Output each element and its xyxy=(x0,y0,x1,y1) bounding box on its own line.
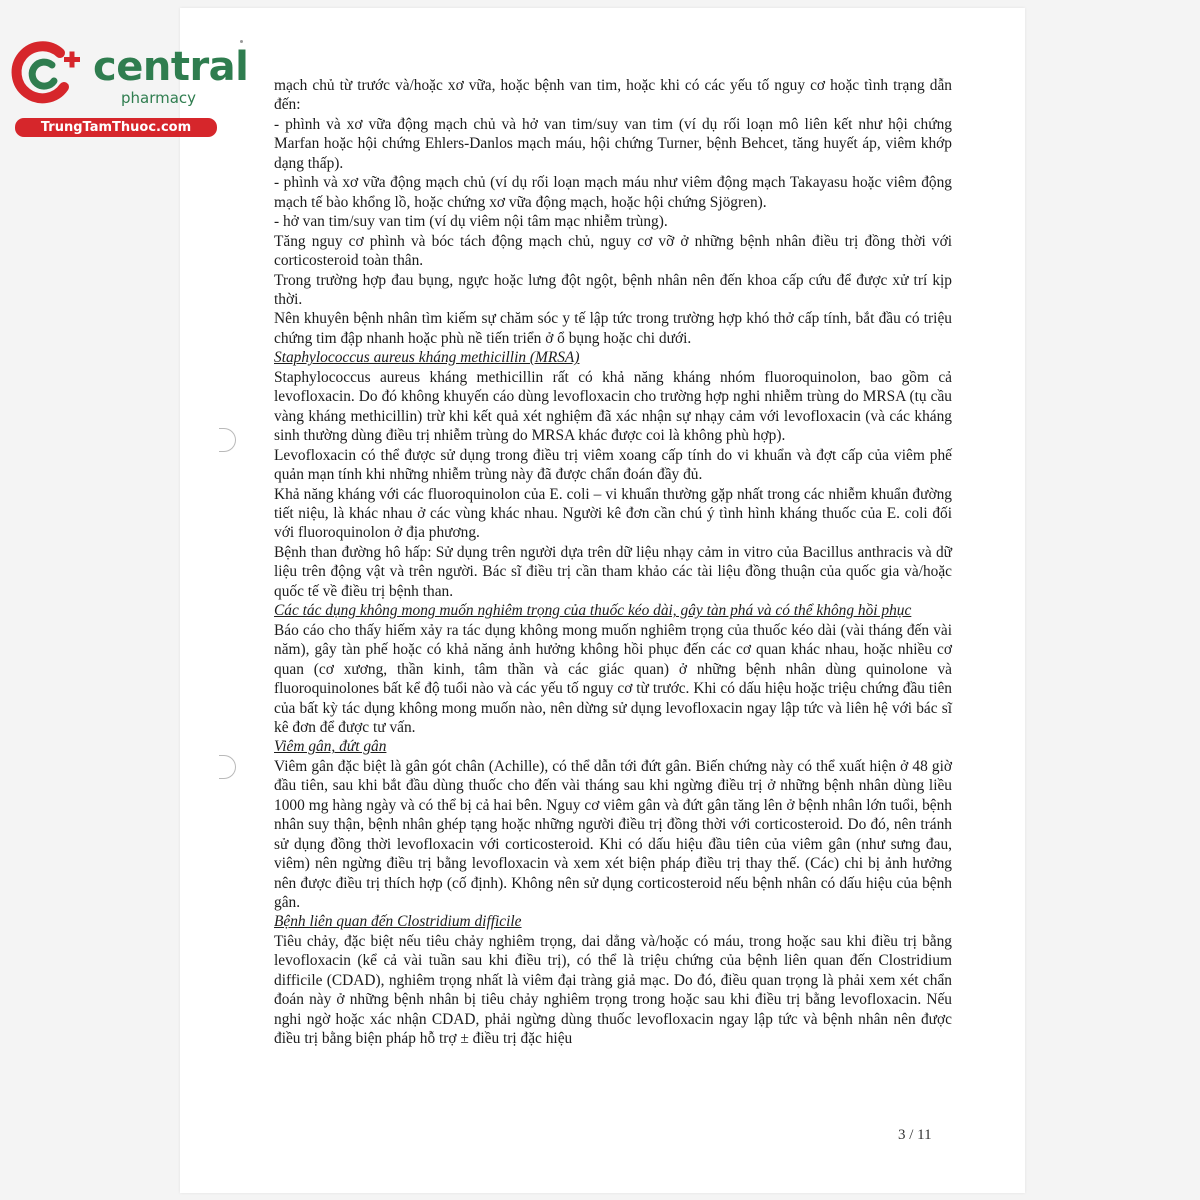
brand-url-bar: TrungTamThuoc.com xyxy=(15,118,217,137)
section-heading-clostridium: Bệnh liên quan đến Clostridium difficile xyxy=(274,913,522,931)
paragraph: - phình và xơ vữa động mạch chủ (ví dụ rối loạn mạch máu như viêm động mạch Takayasu hoặc viêm động mạch tế bào khổng lồ, hoặc chứng xơ vữa động mạch, hoặc hội chứng Sjögren). xyxy=(274,174,952,211)
brand-subtitle: pharmacy xyxy=(121,89,197,107)
section-heading-tendinitis: Viêm gân, đứt gân xyxy=(274,738,387,756)
document-body xyxy=(274,76,952,1049)
paragraph: Viêm gân đặc biệt là gân gót chân (Achille), có thể dẫn tới đứt gân. Biến chứng này có thể xuất hiện ở 48 giờ đầu tiên, sau khi bắt đầu dùng thuốc cho đến vài tháng sau khi ngừng điều trị ở những bệnh nhân dùng liều 1000 mg hàng ngày và có thể bị cả hai bên. Nguy cơ viêm gân và đứt gân tăng lên ở bệnh nhân lớn tuổi, bệnh nhân suy thận, bệnh nhân ghép tạng hoặc những người điều trị đồng thời với corticosteroid. Do đó, nên tránh sử dụng đồng thời levofloxacin với corticosteroid. Khi có dấu hiệu đầu tiên của viêm gân (như sưng đau, viêm) nên ngừng điều trị bằng levofloxacin và xem xét biện pháp điều trị thay thế. (Các) chi bị ảnh hưởng nên được điều trị thích hợp (cố định). Không nên sử dụng corticosteroid nếu bệnh nhân có dấu hiệu của bệnh gân. xyxy=(274,757,952,912)
paragraph: Báo cáo cho thấy hiếm xảy ra tác dụng không mong muốn nghiêm trọng của thuốc kéo dài (vài tháng đến vài năm), gây tàn phế hoặc có khả năng ảnh hưởng không hồi phục đến các cơ quan khác nhau, hoặc nhiều cơ quan (cơ xương, thần kinh, tâm thần và các giác quan) ở những bệnh nhân dùng quinolone và fluoroquinolones bất kể độ tuổi nào và các yếu tố nguy cơ từ trước. Khi có dấu hiệu hoặc triệu chứng đầu tiên của bất kỳ tác dụng không mong muốn nào, nên dừng sử dụng levofloxacin ngay lập tức và liên hệ với bác sĩ kê đơn để được tư vấn. xyxy=(274,621,952,736)
scan-speck xyxy=(240,40,243,43)
paragraph: Tiêu chảy, đặc biệt nếu tiêu chảy nghiêm trọng, dai dẳng và/hoặc có máu, trong hoặc sau khi điều trị bằng levofloxacin (kể cả vài tuần sau khi điều trị), có thể là triệu chứng của bệnh liên quan đến Clostridium difficile (CDAD), nghiêm trọng nhất là viêm đại tràng giả mạc. Do đó, điều quan trọng là phải xem xét chẩn đoán này ở những bệnh nhân bị tiêu chảy nghiêm trọng trong hoặc sau khi điều trị bằng levofloxacin. Nếu nghi ngờ hoặc xác nhận CDAD, phải ngừng dùng thuốc levofloxacin ngay lập tức và bệnh nhân nên được điều trị bằng biện pháp hỗ trợ ± điều trị đặc hiệu xyxy=(274,932,952,1048)
paragraph: Nên khuyên bệnh nhân tìm kiếm sự chăm sóc y tế lập tức trong trường hợp khó thở cấp tính, bắt đầu có triệu chứng tim đập nhanh hoặc phù nề tiến triển ở ổ bụng hoặc chi dưới. xyxy=(274,310,952,347)
paragraph: Trong trường hợp đau bụng, ngực hoặc lưng đột ngột, bệnh nhân nên đến khoa cấp cứu để được xử trí kịp thời. xyxy=(274,271,952,308)
paragraph: Bệnh than đường hô hấp: Sử dụng trên người dựa trên dữ liệu nhạy cảm in vitro của Bacillus anthracis và dữ liệu trên động vật và trên người. Bác sĩ điều trị cần tham khảo các tài liệu đồng thuận của quốc gia và/hoặc quốc tế về điều trị bệnh than. xyxy=(274,543,952,600)
pharmacy-cross-icon xyxy=(8,35,82,109)
paragraph: - hở van tim/suy van tim (ví dụ viêm nội tâm mạc nhiễm trùng). xyxy=(274,213,668,231)
page-number: 3 / 11 xyxy=(898,1127,932,1143)
paragraph: mạch chủ từ trước và/hoặc xơ vữa, hoặc bệnh van tim, hoặc khi có các yếu tố nguy cơ hoặc tình trạng dẫn đến: xyxy=(274,77,952,114)
brand-name: central xyxy=(93,44,249,90)
paragraph: Tăng nguy cơ phình và bóc tách động mạch chủ, nguy cơ vỡ ở những bệnh nhân điều trị đồng thời với corticosteroid toàn thân. xyxy=(274,232,952,270)
paragraph: Levofloxacin có thể được sử dụng trong điều trị viêm xoang cấp tính do vi khuẩn và đợt cấp của viêm phế quản mạn tính khi những nhiễm trùng này đã được chẩn đoán đầy đủ. xyxy=(274,446,952,484)
section-heading-mrsa: Staphylococcus aureus kháng methicillin (MRSA) xyxy=(274,349,580,367)
paragraph: Khả năng kháng với các fluoroquinolon của E. coli – vi khuẩn thường gặp nhất trong các nhiễm khuẩn đường tiết niệu, là khác nhau ở các vùng khác nhau. Người kê đơn cần chú ý tình hình kháng thuốc của E. coli đối với fluoroquinolon ở địa phương. xyxy=(274,485,952,542)
paragraph: - phình và xơ vữa động mạch chủ và hở van tim/suy van tim (ví dụ rối loạn mô liên kết như hội chứng Marfan hoặc hội chứng Ehlers-Danlos mạch máu, hội chứng Turner, bệnh Behcet, tăng huyết áp, viêm khớp dạng thấp). xyxy=(274,115,952,172)
paragraph: Staphylococcus aureus kháng methicillin rất có khả năng kháng nhóm fluoroquinolon, bao gồm cả levofloxacin. Do đó không khuyến cáo dùng levofloxacin cho trường hợp nghi nhiễm trùng do MRSA (tụ cầu vàng kháng methicillin) trừ khi kết quả xét nghiệm đã xác nhận sự nhạy cảm với levofloxacin (và các kháng sinh thường dùng điều trị nhiễm trùng do MRSA khác được coi là không phù hợp). xyxy=(274,368,952,445)
central-pharmacy-logo xyxy=(8,35,249,140)
section-heading-adverse-effects: Các tác dụng không mong muốn nghiêm trọng của thuốc kéo dài, gây tàn phá và có thể không hồi phục xyxy=(274,602,912,620)
